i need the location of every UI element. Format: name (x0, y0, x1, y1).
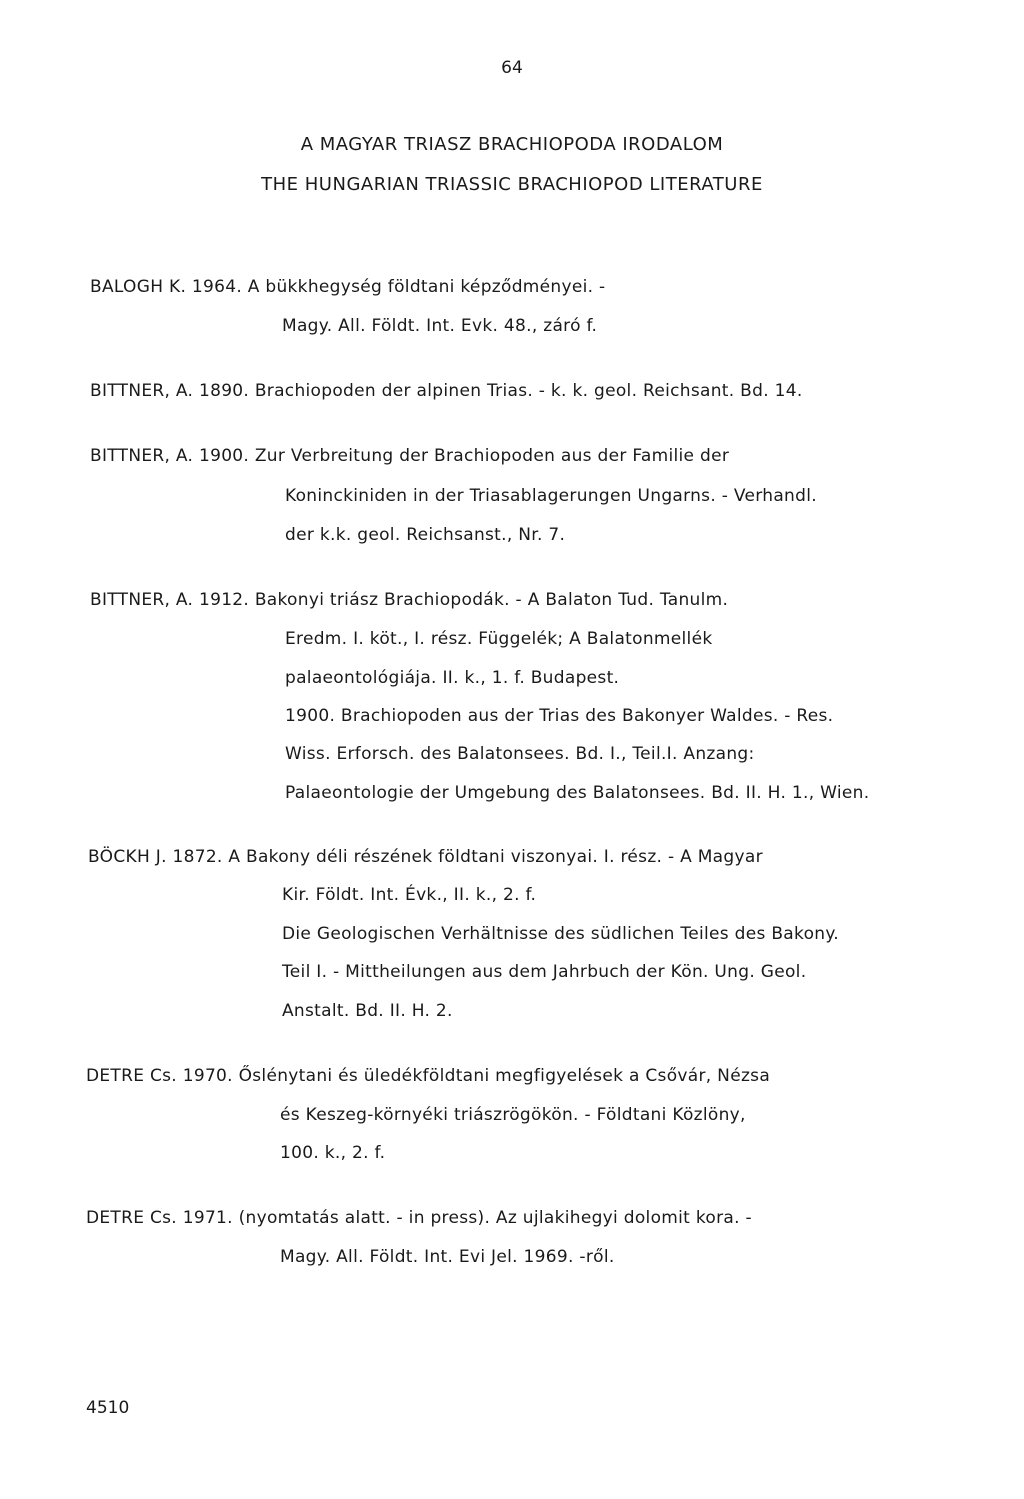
reference-line: Die Geologischen Verhältnisse des südlichen Teiles des Bakony. (282, 924, 839, 944)
reference-line: 1900. Brachiopoden aus der Trias des Bakonyer Waldes. - Res. (285, 706, 834, 726)
reference-line: der k.k. geol. Reichsanst., Nr. 7. (285, 525, 566, 545)
reference-line: Koninckiniden in der Triasablagerungen Ungarns. - Verhandl. (285, 486, 817, 506)
reference-line: Teil I. - Mittheilungen aus dem Jahrbuch der Kön. Ung. Geol. (282, 962, 807, 982)
title-english: THE HUNGARIAN TRIASSIC BRACHIOPOD LITERATURE (261, 174, 763, 195)
reference-line: DETRE Cs. 1970. Őslénytani és üledékföldtani megfigyelések a Csővár, Nézsa (86, 1066, 771, 1086)
footer-code: 4510 (86, 1398, 130, 1418)
reference-line: Anstalt. Bd. II. H. 2. (282, 1001, 453, 1021)
reference-line: 100. k., 2. f. (280, 1143, 386, 1163)
page-number: 64 (501, 58, 523, 78)
reference-line: Magy. All. Földt. Int. Evk. 48., záró f. (282, 316, 598, 336)
reference-line: DETRE Cs. 1971. (nyomtatás alatt. - in press). Az ujlakihegyi dolomit kora. - (86, 1208, 752, 1228)
title-hungarian: A MAGYAR TRIASZ BRACHIOPODA IRODALOM (300, 134, 724, 155)
reference-line: BITTNER, A. 1900. Zur Verbreitung der Brachiopoden aus der Familie der (90, 446, 730, 466)
reference-line: Wiss. Erforsch. des Balatonsees. Bd. I., Teil.I. Anzang: (285, 744, 755, 764)
reference-line: és Keszeg-környéki triászrögökön. - Földtani Közlöny, (280, 1105, 746, 1125)
reference-line: Eredm. I. köt., I. rész. Függelék; A Balatonmellék (285, 629, 713, 649)
reference-line: Palaeontologie der Umgebung des Balatonsees. Bd. II. H. 1., Wien. (285, 783, 870, 803)
reference-line: BÖCKH J. 1872. A Bakony déli részének földtani viszonyai. I. rész. - A Magyar (88, 847, 763, 867)
reference-line: BITTNER, A. 1912. Bakonyi triász Brachiopodák. - A Balaton Tud. Tanulm. (90, 590, 729, 610)
reference-line: BALOGH K. 1964. A bükkhegység földtani képződményei. - (90, 277, 606, 297)
reference-line: BITTNER, A. 1890. Brachiopoden der alpinen Trias. - k. k. geol. Reichsant. Bd. 14. (90, 381, 803, 401)
reference-line: Kir. Földt. Int. Évk., II. k., 2. f. (282, 885, 537, 905)
reference-line: Magy. All. Földt. Int. Evi Jel. 1969. -ről. (280, 1247, 615, 1267)
reference-line: palaeontológiája. II. k., 1. f. Budapest. (285, 668, 620, 688)
